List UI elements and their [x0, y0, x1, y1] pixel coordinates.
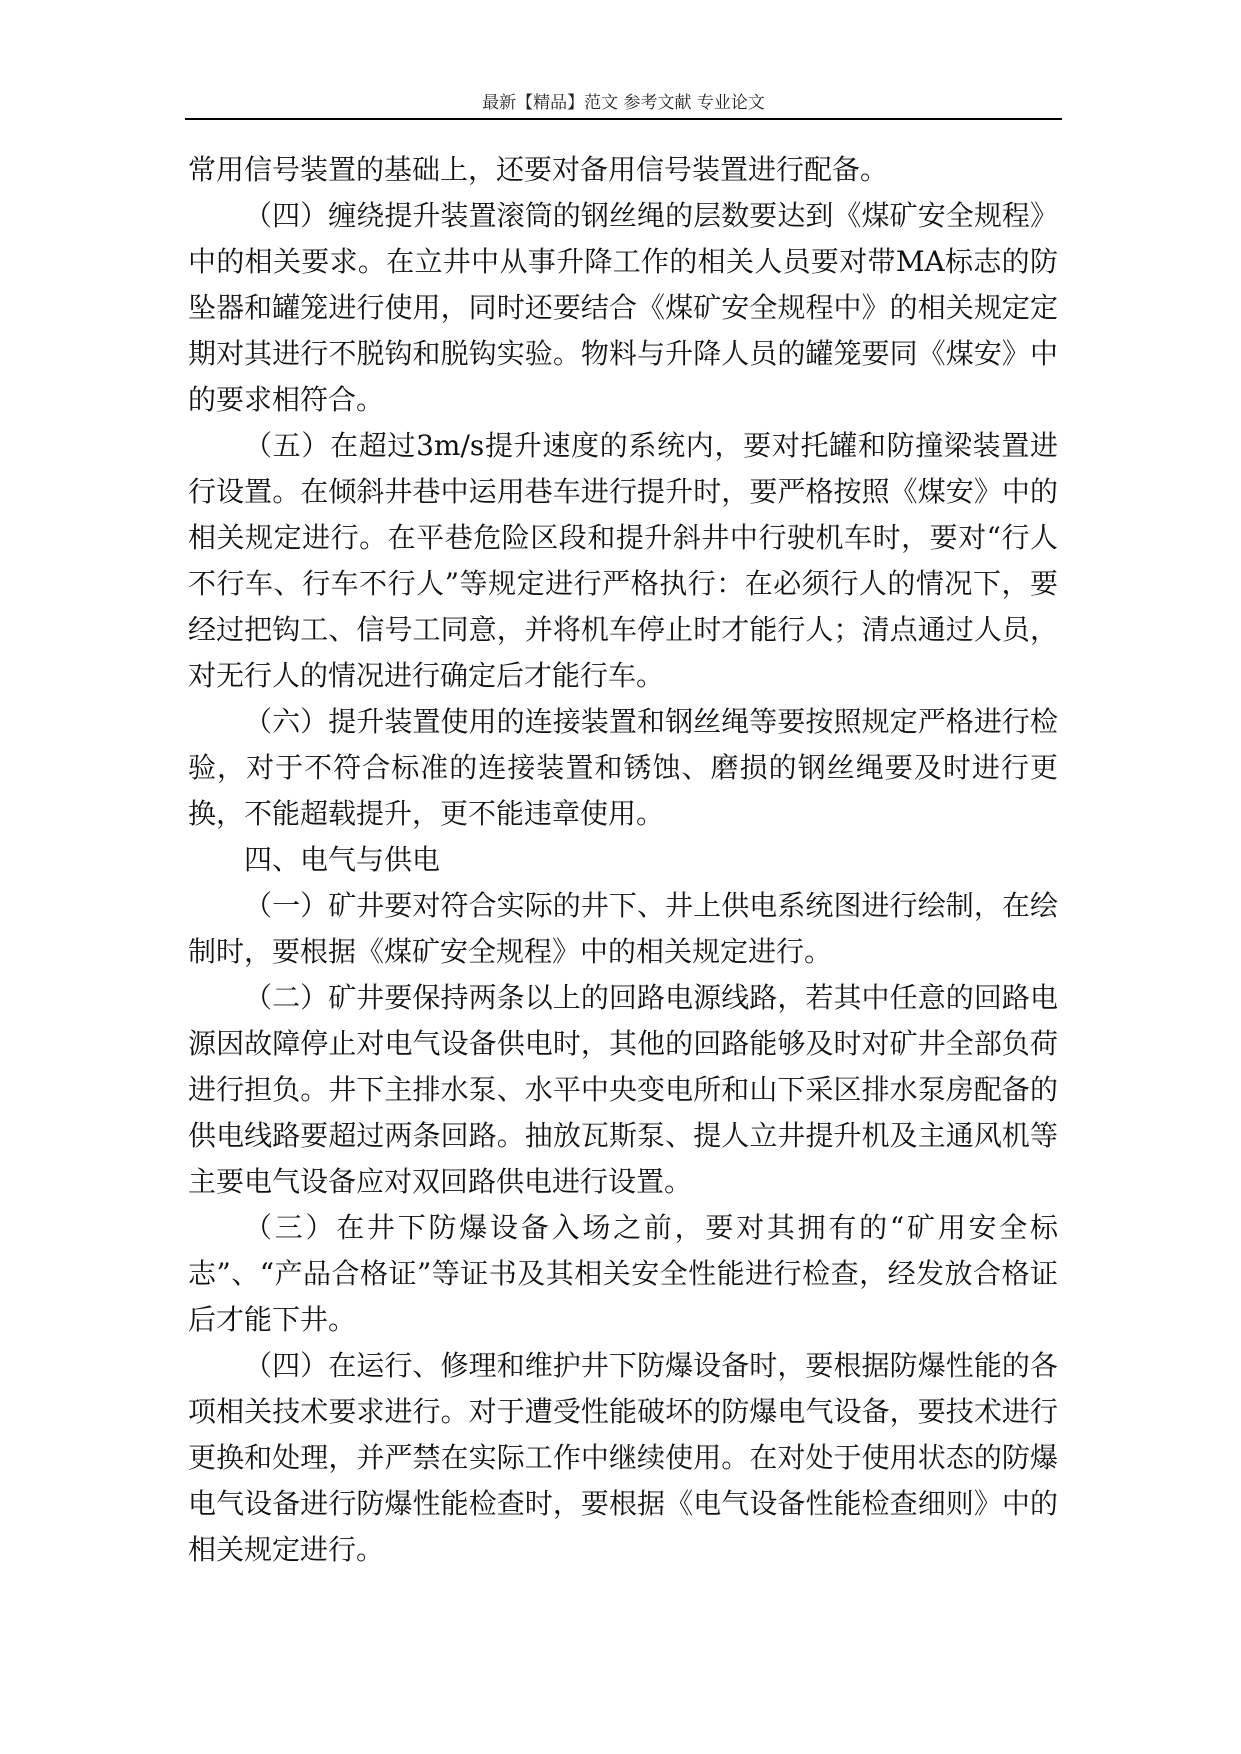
- paragraph-electrical-item-3: （三）在井下防爆设备入场之前，要对其拥有的“矿用安全标志”、“产品合格证”等证书及其相关安全性能进行检查，经发放合格证后才能下井。: [188, 1211, 1058, 1336]
- paragraph-item-6-connection-inspection: （六）提升装置使用的连接装置和钢丝绳等要按照规定严格进行检验，对于不符合标准的连接装置和锈蚀、磨损的钢丝绳要及时进行更换，不能超载提升，更不能违章使用。: [188, 705, 1058, 830]
- paragraph-item-5-speed-system: （五）在超过3m/s提升速度的系统内，要对托罐和防撞梁装置进行设置。在倾斜井巷中运用巷车进行提升时，要严格按照《煤安》中的相关规定进行。在平巷危险区段和提升斜井中行驶机车时，要对“行人不行车、行车不行人”等规定进行严格执行：在必须行人的情况下，要经过把钩工、信号工同意，并将机车停止时才能行人；清点通过人员，对无行人的情况进行确定后才能行车。: [188, 429, 1058, 692]
- page-header: 最新【精品】范文 参考文献 专业论文: [185, 88, 1062, 120]
- paragraph-item-4-hoist-rope: （四）缠绕提升装置滚筒的钢丝绳的层数要达到《煤矿安全规程》中的相关要求。在立井中从事升降工作的相关人员要对带MA标志的防坠器和罐笼进行使用，同时还要结合《煤矿安全规程中》的相关规定定期对其进行不脱钩和脱钩实验。物料与升降人员的罐笼要同《煤安》中的要求相符合。: [188, 199, 1058, 416]
- paragraph-electrical-item-2: （二）矿井要保持两条以上的回路电源线路，若其中任意的回路电源因故障停止对电气设备供电时，其他的回路能够及时对矿井全部负荷进行担负。井下主排水泵、水平中央变电所和山下采区排水泵房配备的供电线路要超过两条回路。抽放瓦斯泵、提人立井提升机及主通风机等主要电气设备应对双回路供电进行设置。: [188, 981, 1058, 1198]
- paragraph-electrical-item-4: （四）在运行、修理和维护井下防爆设备时，要根据防爆性能的各项相关技术要求进行。对于遭受性能破坏的防爆电气设备，要技术进行更换和处理，并严禁在实际工作中继续使用。在对处于使用状态的防爆电气设备进行防爆性能检查时，要根据《电气设备性能检查细则》中的相关规定进行。: [188, 1349, 1058, 1566]
- section-heading-electrical-power: 四、电气与供电: [244, 843, 441, 876]
- document-body: [188, 147, 1058, 1573]
- paragraph-signal-continuation: 常用信号装置的基础上，还要对备用信号装置进行配备。: [188, 153, 889, 186]
- paragraph-electrical-item-1: （一）矿井要对符合实际的井下、井上供电系统图进行绘制，在绘制时，要根据《煤矿安全规程》中的相关规定进行。: [188, 889, 1058, 968]
